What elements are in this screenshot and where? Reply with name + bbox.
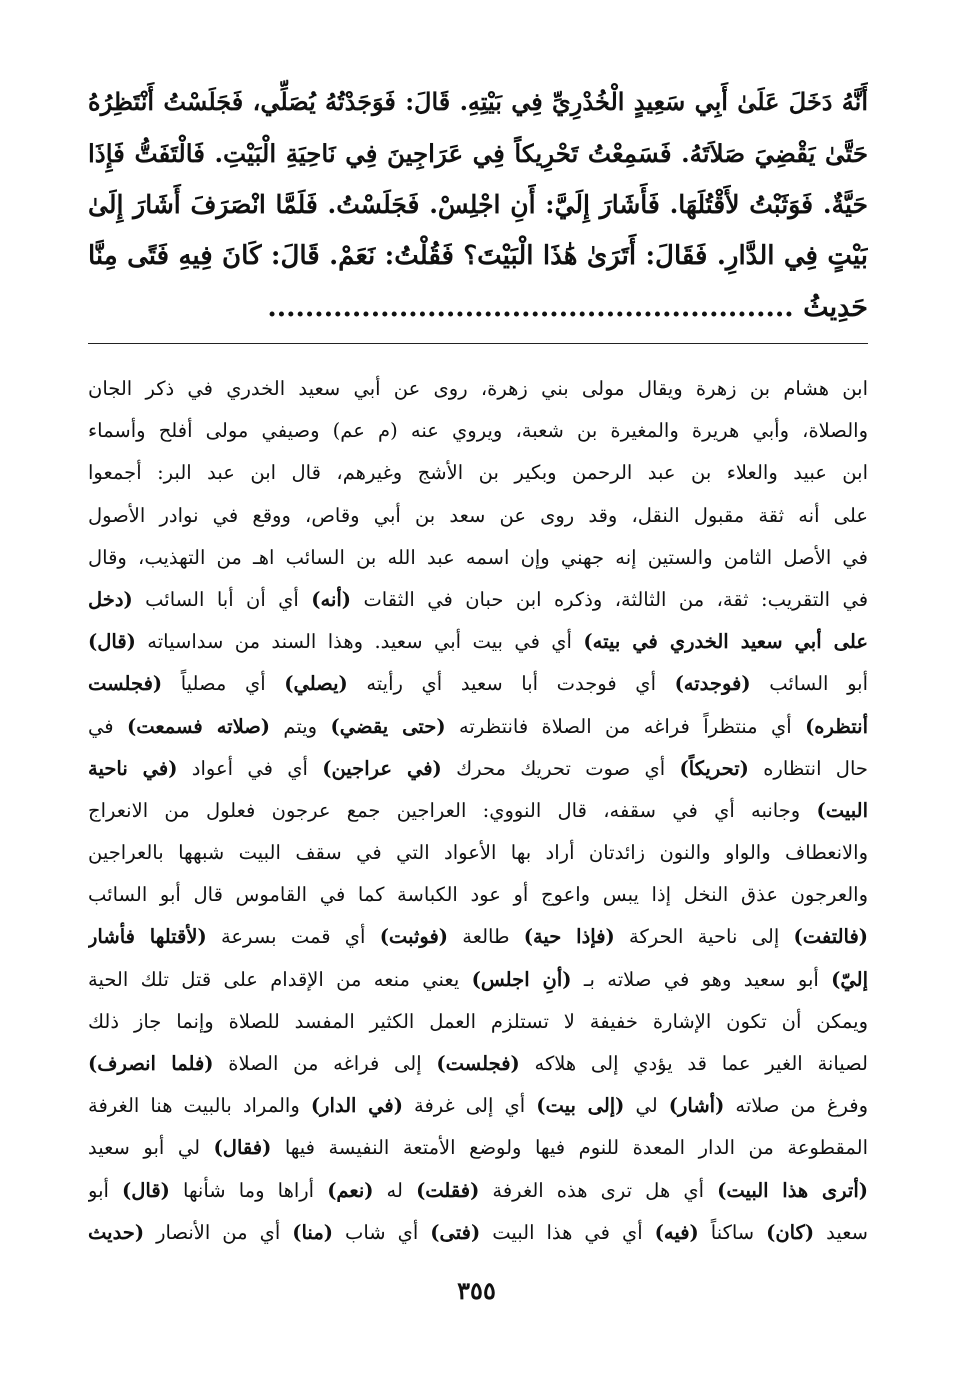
commentary-segment: وجانبه أي في سقفه، قال النووي: العراجين جمع عرجون فعلول من الانعراج [88,798,817,822]
commentary-segment: والانعطاف والواو والنون زائدتان أراد بها الأعواد التي في سقف البيت شبهها بالعراجين [88,841,868,865]
commentary-segment: لي أبو سعيد [88,1136,214,1160]
commentary-segment: أبو السائب [750,672,868,696]
quoted-hadith-phrase: (نعم) [327,1178,374,1202]
quoted-hadith-phrase: (فوثبت) [379,925,449,949]
quoted-hadith-phrase: (حتى يقضي) [330,714,446,738]
quoted-hadith-phrase: (فالتفت) [793,925,868,949]
commentary-line [88,410,868,452]
commentary-segment: أي مصلياً [162,672,285,696]
commentary-segment: إلى ناحية الحركة [614,925,794,949]
quoted-hadith-phrase: (أشار) [668,1094,725,1118]
quoted-hadith-phrase: (قال) [88,630,136,654]
hadith-line: بَيْتٍ فِي الدَّارِ. فَقَالَ: أَتَرَىٰ هَٰذَا الْبَيْتَ؟ فَقُلْتُ: نَعَمْ. قَالَ: كَانَ فِيهِ فَتًى مِنَّا [88,240,868,271]
commentary-segment: ويتم [270,714,331,738]
commentary-segment: والمراد بالبيت هنا الغرفة [88,1094,311,1118]
commentary-line [88,748,868,790]
quoted-hadith-phrase: (في عراجين) [322,756,442,780]
quoted-hadith-phrase: (فيه) [654,1220,699,1244]
page-number: ٣٥٥ [457,1276,496,1305]
commentary-segment: في [88,714,127,738]
quoted-hadith-phrase: على أبي سعيد الخدري في بيته) [583,630,868,654]
quoted-hadith-phrase: (لأقتلها فأشار [88,925,207,949]
commentary-segment: أي في أعواد [177,756,323,780]
quoted-hadith-phrase: (أنه) [311,587,352,611]
hadith-line: حَتَّىٰ يَقْضِيَ صَلاَتَهُ. فَسَمِعْتُ تَحْرِيكاً فِي عَرَاجِينَ فِي نَاحِيَةِ الْبَيْتِ. فَالْتَفَتُّ فَإِذَا [88,138,868,168]
commentary-segment: لي [624,1094,669,1118]
commentary-segment: أي هل ترى هذه الغرفة [479,1178,718,1202]
quoted-hadith-phrase: أنتظره) [805,714,868,738]
commentary-segment: ويمكن أن تكون الإشارة خفيفة لا تستلزم العمل الكثير المفسد للصلاة وإنما جاز ذلك [88,1009,868,1033]
hadith-line: حَدِيثُ ........................................................ [267,292,868,323]
commentary-line [88,1001,868,1043]
hadith-text [88,76,868,334]
commentary-line [88,1212,868,1254]
commentary-segment: وفرغ من صلاته [724,1094,868,1118]
quoted-hadith-phrase: (يصلي) [284,672,348,696]
commentary-line [88,1127,868,1169]
quoted-hadith-phrase: (كان) [766,1220,815,1244]
commentary-segment: ساكناً [698,1220,767,1244]
quoted-hadith-phrase: إليّ) [831,967,868,991]
commentary-segment: ابن هشام بن زهرة ويقال مولى بني زهرة، روى عن أبي سعيد الخدري في ذكر الجان [88,377,868,400]
commentary-segment: سعيد [814,1220,868,1244]
commentary-segment: على أنه ثقة مقبول النقل، وقد روى عن سعد بن أبي وقاص، ووقع في نوادر الأصول [88,503,868,527]
quoted-hadith-phrase: (فإذا حية) [523,925,615,949]
commentary-segment: أي من الأنصار [144,1220,293,1244]
commentary-line [88,621,868,663]
commentary-line [88,874,868,916]
commentary-line [88,706,868,748]
commentary-segment: لصيانة الغير عما قد يؤدي إلى هلاكه [519,1052,868,1075]
commentary-segment: يعني منعه من الإقدام على قتل تلك الحية [88,967,472,991]
commentary-segment: أي منتظراً فراغه من الصلاة فانتظرته [445,714,806,738]
quoted-hadith-phrase: (في الدار) [310,1094,403,1118]
quoted-hadith-phrase: (فقلت) [416,1178,480,1202]
hadith-line: حَيَّةٌ. فَوَثَبْتُ لأَقْتُلَهَا. فَأَشَارَ إِلَيَّ: أَنِ اجْلِسْ. فَجَلَسْتُ. فَلَمَّا انْصَرَفَ أَشَارَ إِلَىٰ [88,190,868,219]
commentary-segment: أي قمت بسرعة [206,925,380,949]
commentary-segment: أبو سعيد وهو في صلاته بـ [571,967,832,991]
quoted-hadith-phrase: (صلاته فسمعت) [126,714,271,738]
commentary-segment: له [373,1178,417,1202]
commentary-segment: إلى فراغه من الصلاة [213,1052,437,1075]
commentary-segment: أي في هذا البيت [480,1220,655,1244]
quoted-hadith-phrase: (فتى) [430,1220,481,1244]
commentary-line [88,1170,868,1212]
commentary-line [88,368,868,410]
commentary-segment: أي صوت تحريك محرك [441,756,680,780]
hadith-line: أَنَّهُ دَخَلَ عَلَىٰ أَبِي سَعِيدٍ الْخُدْرِيِّ فِي بَيْتِهِ. قَالَ: فَوَجَدْتُهُ يُصَلِّي، فَجَلَسْتُ أَنْتَظِرُهُ [88,87,868,116]
footnote-divider [88,343,868,344]
commentary-segment: ابن عبيد والعلاء بن عبد الرحمن وبكير بن الأشج وغيرهم، قال ابن عبد البر: أجمعوا [88,461,868,485]
commentary-segment: في التقريب: ثقة، من الثالثة، وذكره ابن حبان في الثقات [351,587,868,611]
quoted-hadith-phrase: البيت) [816,798,868,822]
commentary-line [88,832,868,874]
commentary-segment: أراها وما شأنها [169,1178,328,1202]
commentary-segment: أبو [88,1178,123,1202]
commentary-text [88,368,868,1254]
commentary-line [88,579,868,621]
commentary-segment: أي شاب [333,1220,431,1244]
commentary-segment: أي في بيت أبي سعيد. وهذا السند من سداسياته [135,630,584,654]
quoted-hadith-phrase: (فجلست) [436,1052,520,1075]
commentary-line [88,663,868,705]
commentary-segment: أي أن أبا السائب [132,587,312,611]
quoted-hadith-phrase: (فقال) [213,1136,272,1160]
commentary-line [88,790,868,832]
quoted-hadith-phrase: (قال) [122,1178,170,1202]
quoted-hadith-phrase: (فوجدته) [674,672,751,696]
quoted-hadith-phrase: (فلما انصرف) [88,1052,214,1075]
quoted-hadith-phrase: (منا) [292,1220,333,1244]
commentary-line [88,537,868,579]
quoted-hadith-phrase: (تحريكاً) [679,756,749,780]
commentary-line [88,1043,868,1085]
quoted-hadith-phrase: (أترى هذا البيت) [717,1178,868,1202]
commentary-segment: والعرجون عذق النخل إذا يبس واعوج أو عود الكباسة كما في القاموس قال أبو السائب [88,883,868,907]
quoted-hadith-phrase: (دخل [88,587,133,611]
quoted-hadith-phrase: (إلى بيت) [536,1094,625,1118]
commentary-segment: أي فوجدت أبا سعيد أي رأيته [347,672,675,696]
commentary-segment: أي إلى غرفة [402,1094,537,1118]
quoted-hadith-phrase: (فجلست [88,672,163,696]
commentary-line [88,916,868,958]
commentary-segment: والصلاة، وأبي هريرة والمغيرة بن شعبة، ويروي عنه (م عم) وصيفي مولى أفلح وأسماء [88,419,868,443]
quoted-hadith-phrase: (في ناحية [88,756,178,780]
commentary-line [88,1085,868,1127]
quoted-hadith-phrase: (حديث [88,1220,145,1244]
commentary-segment: المقطوعة من الدار المعدة للنوم فيها ولوضع الأمتعة النفيسة فيها [271,1136,868,1160]
commentary-line [88,495,868,537]
commentary-segment: في الأصل الثامن والستين إنه جهني وإن اسمه عبد الله بن السائب اهـ من التهذيب، وقال [88,545,868,569]
commentary-line [88,959,868,1001]
commentary-segment: طالعة [448,925,524,949]
commentary-line [88,452,868,494]
quoted-hadith-phrase: (أنِ اجلس) [471,967,572,991]
commentary-segment: حال انتظاره [748,756,868,780]
